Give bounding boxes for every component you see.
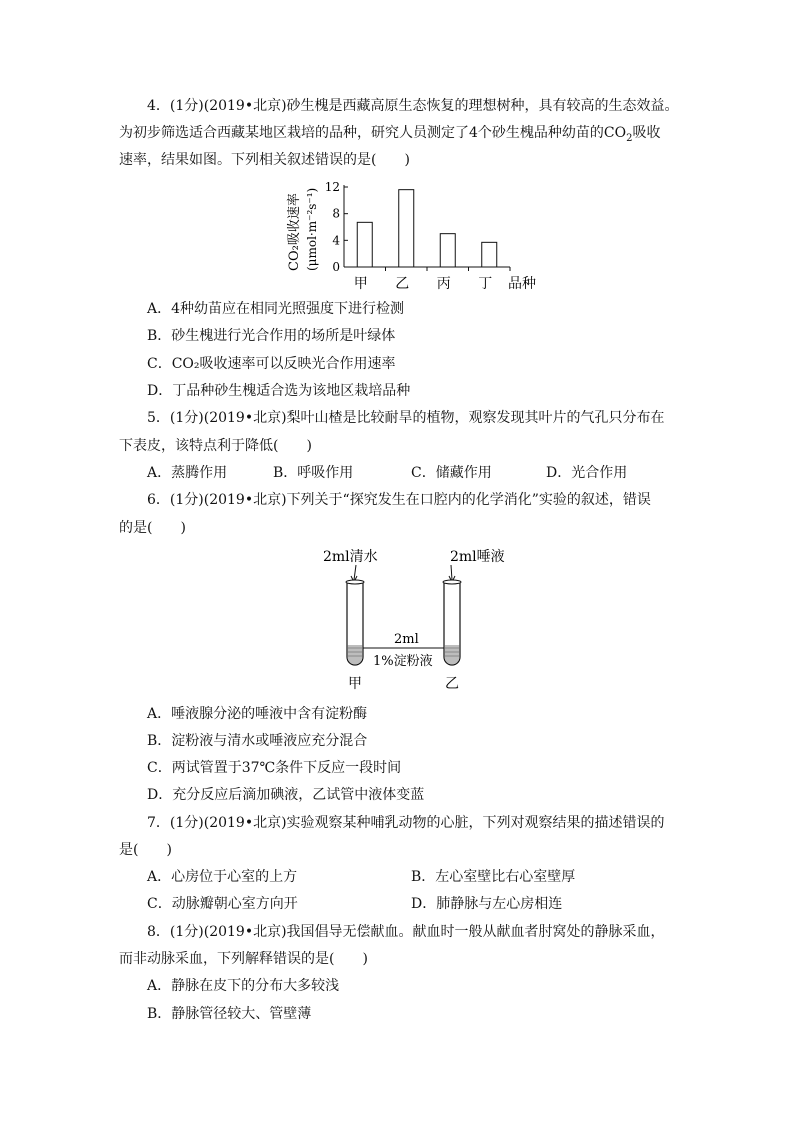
q5-option-d: D．光合作用 [546, 465, 628, 481]
co2-bar-chart [270, 178, 560, 293]
q5-stem-line2: 下表皮，该特点利于降低( ) [119, 438, 312, 454]
q7-option-d: D．肺静脉与左心房相连 [411, 896, 563, 912]
y-tick-label: 8 [332, 206, 340, 221]
q4-option-a: A．4种幼苗应在相同光照强度下进行检测 [147, 301, 405, 317]
q6-option-c: C．两试管置于37℃条件下反应一段时间 [147, 760, 402, 776]
y-axis-label-line1: CO₂吸收速率 [287, 193, 302, 271]
bar-甲 [357, 222, 372, 267]
q8-stem-line1: 8．(1分)(2019•北京)我国倡导无偿献血。献血时一般从献血者肘窝处的静脉采血， [147, 924, 665, 940]
right-arrow [451, 565, 452, 580]
q7-option-b: B．左心室壁比右心室壁厚 [411, 869, 576, 885]
bar-丙 [440, 234, 455, 267]
left-test-tube [346, 580, 364, 665]
q7-stem-line2: 是( ) [119, 842, 172, 858]
q5-option-b: B．呼吸作用 [273, 465, 354, 481]
bar-乙 [399, 190, 414, 267]
q6-option-b: B．淀粉液与清水或唾液应充分混合 [147, 733, 368, 749]
q4-stem-line3: 速率，结果如图。下列相关叙述错误的是( ) [119, 152, 410, 168]
q5-option-a: A．蒸腾作用 [147, 465, 228, 481]
x-tick-label: 乙 [395, 276, 410, 292]
left-tube-label: 甲 [348, 676, 362, 692]
q4-option-c: C．CO₂吸收速率可以反映光合作用速率 [147, 356, 396, 372]
q7-stem-line1: 7．(1分)(2019•北京)实验观察某种哺乳动物的心脏，下列对观察结果的描述错误的 [147, 815, 665, 831]
q6-option-d: D．充分反应后滴加碘液，乙试管中液体变蓝 [147, 787, 425, 803]
bar-丁 [482, 242, 497, 267]
q8-option-a: A．静脉在皮下的分布大多较浅 [147, 978, 340, 994]
q5-option-c: C．储藏作用 [411, 465, 492, 481]
x-tick-label: 甲 [353, 276, 368, 292]
x-tick-label: 丙 [436, 276, 451, 292]
q8-option-b: B．静脉管径较大、管壁薄 [147, 1006, 312, 1022]
right-test-tube [443, 580, 461, 665]
y-axis-label-line2: (μmol·m⁻²s⁻¹) [305, 187, 319, 271]
q8-stem-line2: 而非动脉采血，下列解释错误的是( ) [119, 951, 368, 967]
test-tube-figure [318, 545, 508, 695]
y-tick-label: 4 [332, 233, 340, 248]
x-tick-label: 丁 [478, 276, 493, 292]
x-axis-label: 品种 [508, 276, 536, 292]
q6-stem-line2: 的是( ) [119, 520, 186, 536]
q4-option-b: B．砂生槐进行光合作用的场所是叶绿体 [147, 328, 396, 344]
q6-option-a: A．唾液腺分泌的唾液中含有淀粉酶 [147, 706, 368, 722]
q4-option-d: D．丁品种砂生槐适合选为该地区栽培品种 [147, 383, 411, 399]
q5-stem-line1: 5．(1分)(2019•北京)梨叶山楂是比较耐旱的植物，观察发现其叶片的气孔只分布在 [147, 410, 665, 426]
y-tick-label: 0 [332, 260, 340, 274]
right-tube-label: 乙 [445, 676, 459, 692]
middle-solution-label: 1%淀粉液 [373, 654, 433, 669]
q4-stem-line2: 为初步筛选适合西藏某地区栽培的品种，研究人员测定了4个砂生槐品种幼苗的$CO_2$吸收 [119, 125, 661, 144]
middle-volume-label: 2ml [394, 632, 419, 647]
q7-option-a: A．心房位于心室的上方 [147, 869, 298, 885]
left-tube-top-label: 2ml清水 [323, 549, 378, 565]
q7-option-c: C．动脉瓣朝心室方向开 [147, 896, 298, 912]
right-tube-top-label: 2ml唾液 [450, 549, 505, 565]
y-tick-label: 12 [324, 180, 340, 194]
q6-stem-line1: 6．(1分)(2019•北京)下列关于“探究发生在口腔内的化学消化”实验的叙述，错误 [147, 492, 651, 508]
q4-stem-line1: 4．(1分)(2019•北京)砂生槐是西藏高原生态恢复的理想树种，具有较高的生态效益。 [147, 98, 679, 114]
